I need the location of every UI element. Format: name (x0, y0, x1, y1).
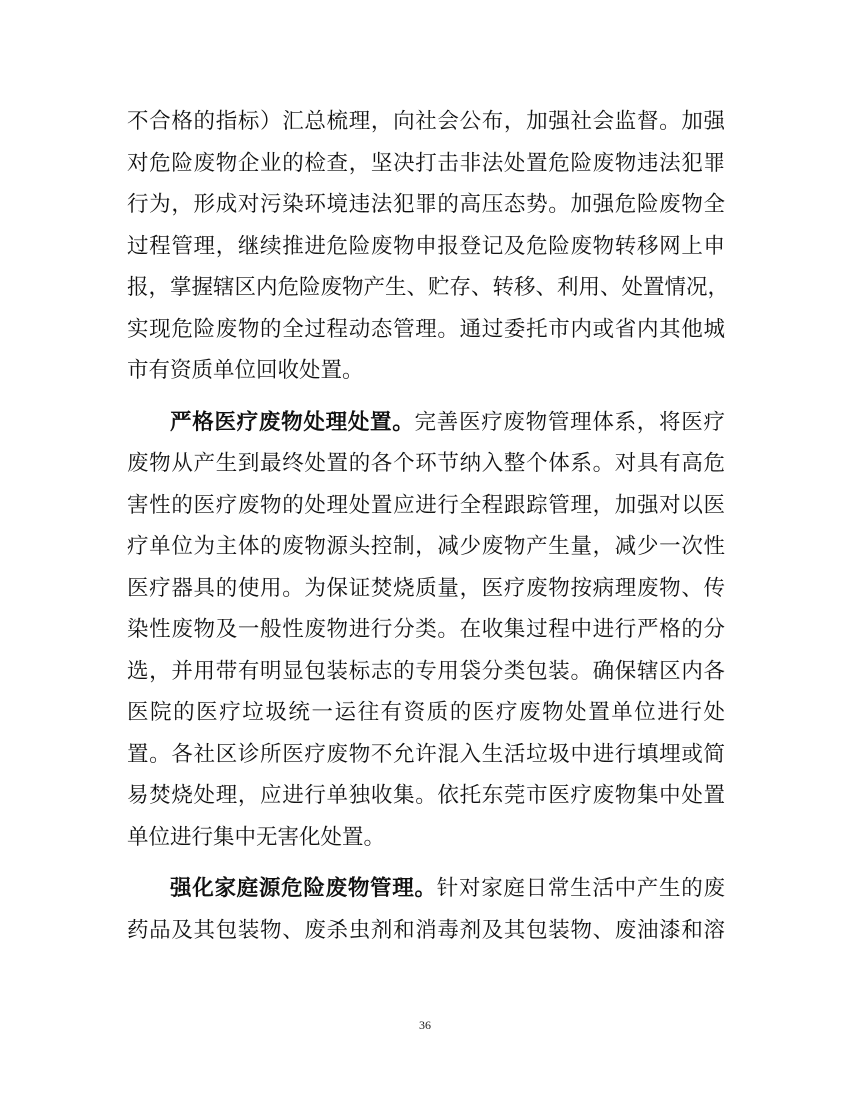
text-line: 染性废物及一般性废物进行分类。在收集过程中进行严格的分 (127, 617, 725, 642)
text-line: 选，并用带有明显包装标志的专用袋分类包装。确保辖区内各 (127, 658, 725, 684)
text-line: 报，掌握辖区内危险废物产生、贮存、转移、利用、处置情况， (127, 275, 730, 300)
text-line: 疗单位为主体的废物源头控制，减少废物产生量，减少一次性 (127, 534, 725, 559)
text-line: 易焚烧处理，应进行单独收集。依托东莞市医疗废物集中处置 (127, 783, 725, 808)
text-line: 药品及其包装物、废杀虫剂和消毒剂及其包装物、废油漆和溶 (127, 917, 725, 943)
text-line: 单位进行集中无害化处置。 (127, 824, 386, 850)
paragraph (127, 101, 730, 392)
text-fragment: 完善医疗废物管理体系，将医疗 (414, 409, 725, 435)
text-line: 置。各社区诊所医疗废物不允许混入生活垃圾中进行填埋或简 (127, 741, 725, 767)
text-fragment: 针对家庭日常生活中产生的废 (436, 876, 725, 901)
document-body (127, 101, 730, 951)
text-line: 不合格的指标）汇总梳理，向社会公布，加强社会监督。加强 (127, 109, 725, 134)
text-line (127, 402, 725, 444)
text-line: 害性的医疗废物的处理处置应进行全程跟踪管理，加强对以医 (127, 492, 725, 518)
paragraph-heading: 强化家庭源危险废物管理。 (170, 876, 437, 901)
text-line: 实现危险废物的全过程动态管理。通过委托市内或省内其他城 (127, 316, 725, 342)
text-line: 过程管理，继续推进危险废物申报登记及危险废物转移网上申 (127, 233, 725, 259)
text-line: 医疗器具的使用。为保证焚烧质量，医疗废物按病理废物、传 (127, 575, 725, 601)
paragraph (127, 868, 725, 951)
paragraph-heading: 严格医疗废物处理处置。 (170, 409, 415, 435)
text-line (127, 868, 725, 910)
text-line: 行为，形成对污染环境违法犯罪的高压态势。加强危险废物全 (127, 192, 725, 217)
paragraph (127, 402, 725, 859)
text-line: 市有资质单位回收处置。 (127, 358, 364, 383)
text-line: 医院的医疗垃圾统一运往有资质的医疗废物处置单位进行处 (127, 700, 725, 725)
text-line: 废物从产生到最终处置的各个环节纳入整个体系。对具有高危 (127, 451, 725, 476)
page-number: 36 (419, 1018, 431, 1032)
text-line: 对危险废物企业的检查，坚决打击非法处置危险废物违法犯罪 (127, 150, 725, 176)
